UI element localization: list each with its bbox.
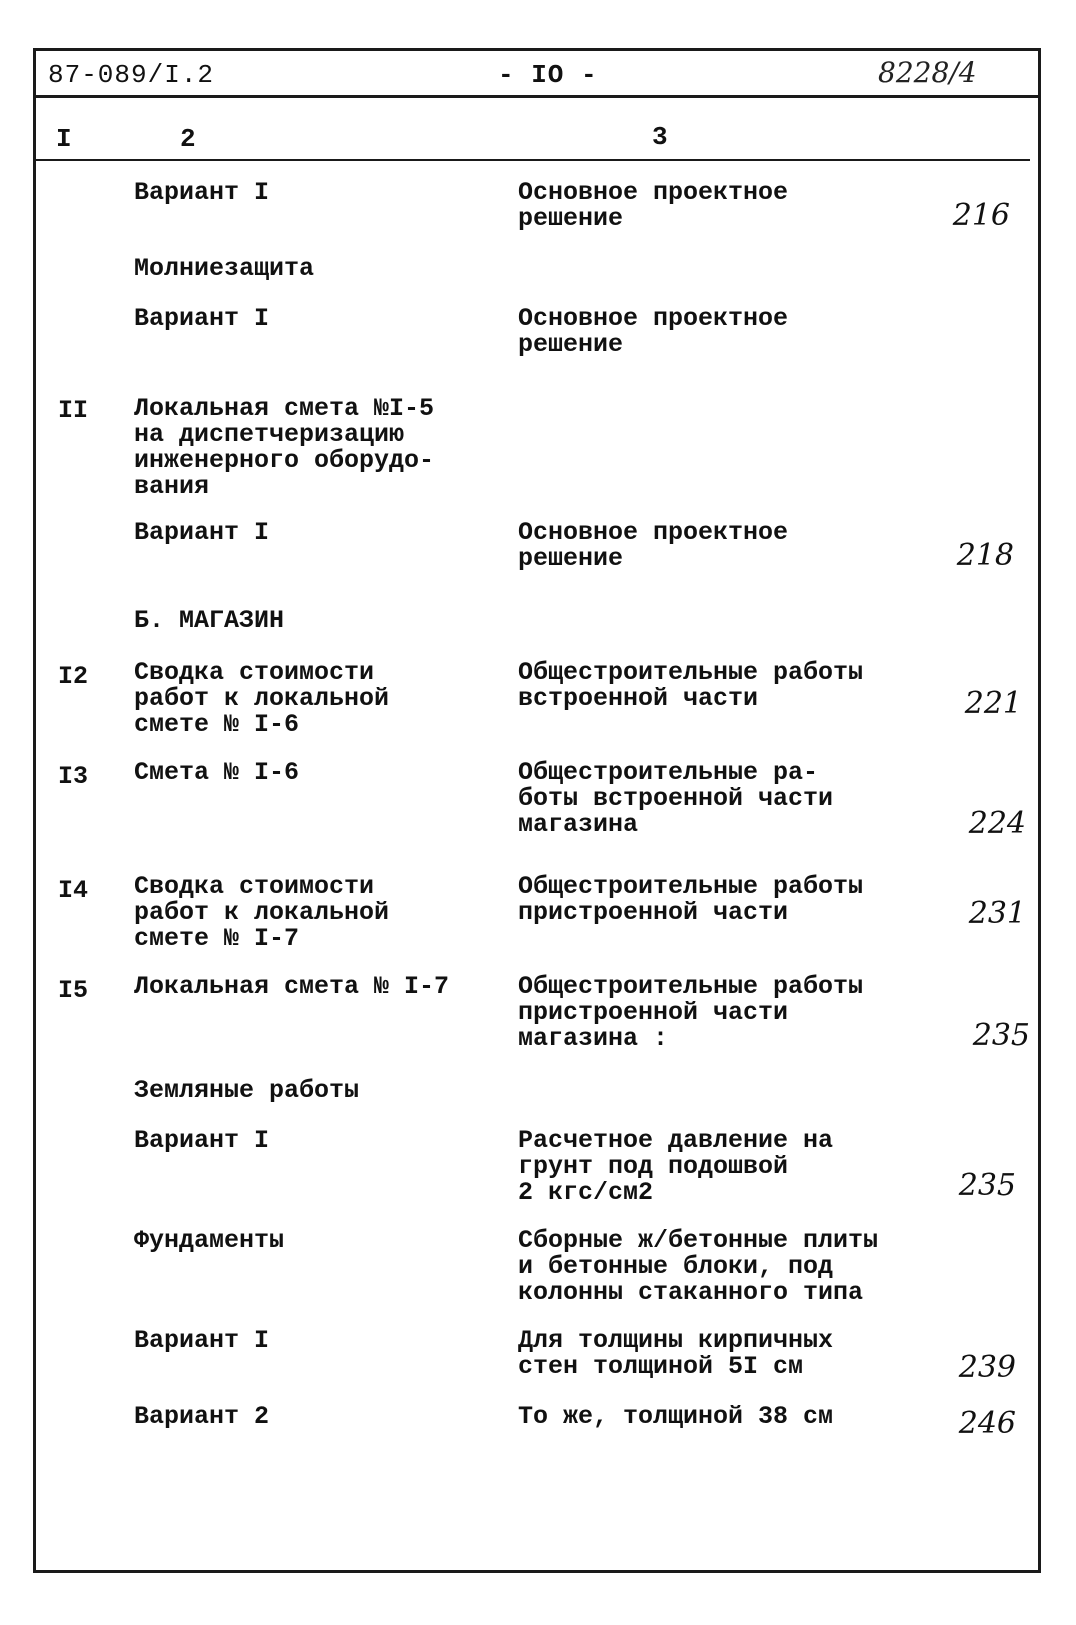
- row-number: I3: [58, 762, 89, 791]
- row-page-ref: 216: [952, 198, 1010, 233]
- row-description: Основное проектное решение: [518, 304, 789, 359]
- row-description: То же, толщиной 38 см: [518, 1402, 834, 1431]
- row-description: Общестроительные ра- боты встроенной части магазина: [518, 758, 834, 839]
- row-title: Вариант I: [134, 1126, 270, 1155]
- column-header-3: 3: [652, 122, 669, 152]
- row-title: Сводка стоимости работ к локальной смете № I-7: [134, 872, 390, 953]
- row-title: Сводка стоимости работ к локальной смете № I-6: [134, 658, 390, 739]
- sheet-ref: 8228/4: [878, 56, 977, 89]
- doc-code: 87-089/I.2: [48, 60, 215, 90]
- row-number: I4: [58, 876, 89, 905]
- row-number: I2: [58, 662, 89, 691]
- row-title: Локальная смета №I-5 на диспетчеризацию инженерного оборудо- вания: [134, 394, 435, 501]
- column-header-1: I: [56, 124, 73, 154]
- row-page-ref: 235: [958, 1168, 1016, 1203]
- row-title: Вариант I: [134, 178, 270, 207]
- row-title: Б. МАГАЗИН: [134, 606, 285, 635]
- row-page-ref: 221: [964, 686, 1022, 721]
- row-description: Расчетное давление на грунт под подошвой 2 кгс/см2: [518, 1126, 834, 1207]
- row-page-ref: 246: [958, 1406, 1016, 1441]
- row-number: I5: [58, 976, 89, 1005]
- row-description: Для толщины кирпичных стен толщиной 5I см: [518, 1326, 834, 1381]
- row-number: II: [58, 396, 89, 425]
- row-description: Сборные ж/бетонные плиты и бетонные блоки, под колонны стаканного типа: [518, 1226, 879, 1307]
- row-title: Смета № I-6: [134, 758, 300, 787]
- row-title: Фундаменты: [134, 1226, 285, 1255]
- row-page-ref: 224: [968, 806, 1026, 841]
- row-description: Общестроительные работы пристроенной части магазина :: [518, 972, 864, 1053]
- row-title: Молниезащита: [134, 254, 315, 283]
- page-number: - IO -: [498, 60, 598, 90]
- row-title: Локальная смета № I-7: [134, 972, 450, 1001]
- row-description: Общестроительные работы пристроенной части: [518, 872, 864, 927]
- row-title: Вариант I: [134, 1326, 270, 1355]
- row-description: Основное проектное решение: [518, 178, 789, 233]
- row-title: Вариант I: [134, 518, 270, 547]
- row-page-ref: 239: [958, 1350, 1016, 1385]
- header-divider: [33, 95, 1041, 98]
- row-page-ref: 235: [972, 1018, 1030, 1053]
- row-page-ref: 231: [968, 896, 1026, 931]
- row-page-ref: 218: [956, 538, 1014, 573]
- row-title: Вариант I: [134, 304, 270, 333]
- column-header-divider: [36, 159, 1030, 161]
- row-description: Общестроительные работы встроенной части: [518, 658, 864, 713]
- row-description: Основное проектное решение: [518, 518, 789, 573]
- row-title: Земляные работы: [134, 1076, 360, 1105]
- column-header-2: 2: [180, 124, 197, 154]
- row-title: Вариант 2: [134, 1402, 270, 1431]
